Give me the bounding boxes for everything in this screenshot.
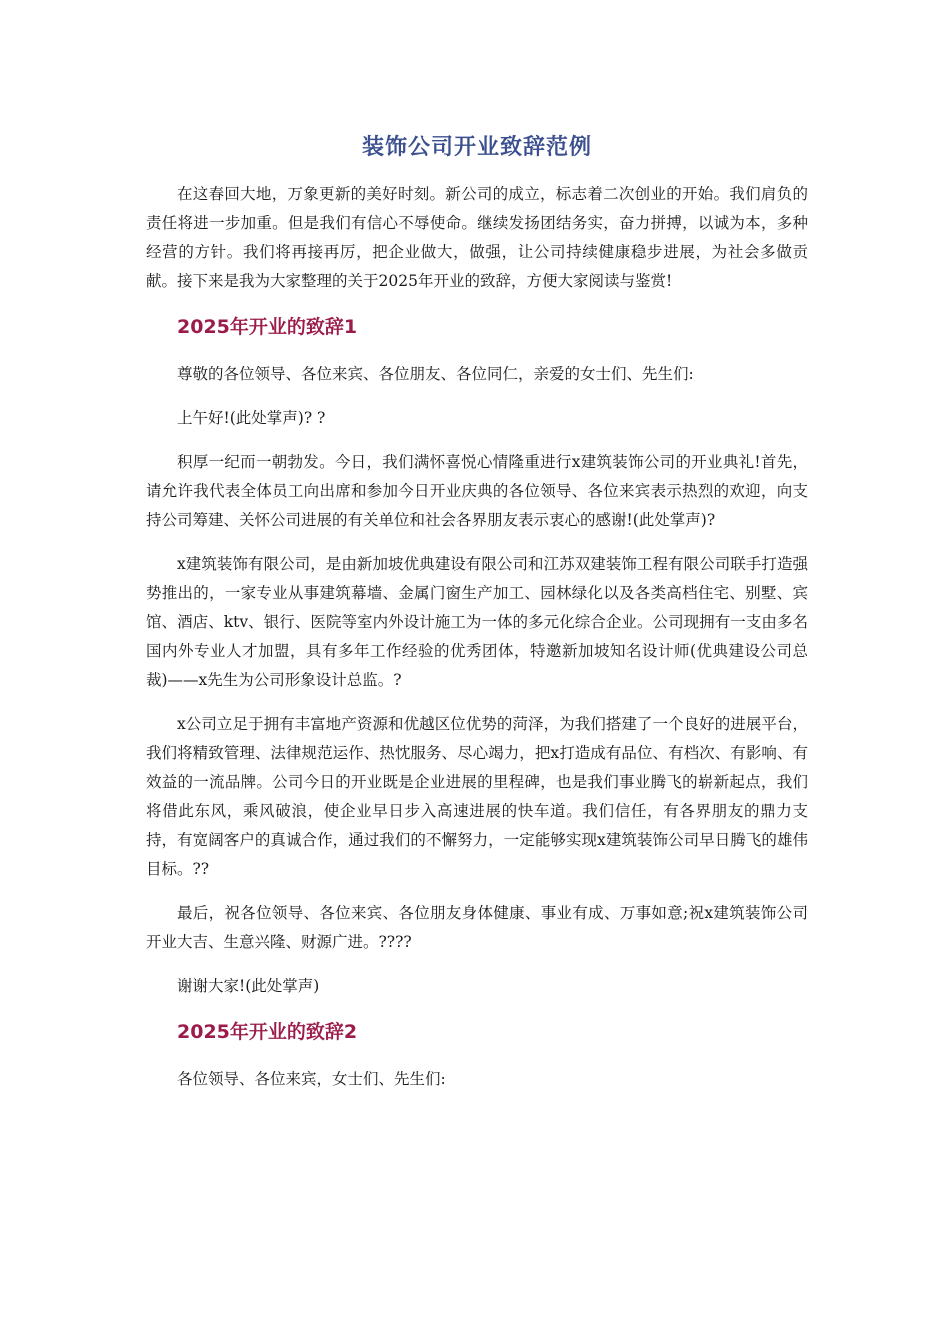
section-1-paragraph: 谢谢大家!(此处掌声) bbox=[177, 977, 320, 995]
section-1-paragraph: 积厚一纪而一朝勃发。今日，我们满怀喜悦心情隆重进行x建筑装饰公司的开业典礼!首先，请允许我代表全体员工向出席和参加今日开业庆典的各位领导、各位来宾表示热烈的欢迎，向支持公司筹建、关怀公司进展的有关单位和社会各界朋友表示衷心的感谢!(此处掌声)? bbox=[146, 453, 808, 529]
section-2-heading: 2025年开业的致辞2 bbox=[177, 1021, 358, 1043]
intro-paragraph: 在这春回大地，万象更新的美好时刻。新公司的成立，标志着二次创业的开始。我们肩负的责任将进一步加重。但是我们有信心不辱使命。继续发扬团结务实，奋力拼搏，以诚为本，多种经营的方针。我们将再接再厉，把企业做大，做强，让公司持续健康稳步进展，为社会多做贡献。接下来是我为大家整理的关于2025年开业的致辞，方便大家阅读与鉴赏! bbox=[146, 185, 808, 290]
section-1 bbox=[146, 311, 808, 1001]
section-1-paragraph: 最后，祝各位领导、各位来宾、各位朋友身体健康、事业有成、万事如意;祝x建筑装饰公司开业大吉、生意兴隆、财源广进。???? bbox=[146, 904, 808, 951]
document-title: 装饰公司开业致辞范例 bbox=[361, 135, 592, 160]
section-1-heading: 2025年开业的致辞1 bbox=[177, 316, 358, 338]
section-1-paragraph: 上午好!(此处掌声)? ? bbox=[177, 409, 326, 427]
section-1-paragraph: x公司立足于拥有丰富地产资源和优越区位优势的菏泽，为我们搭建了一个良好的进展平台，我们将精致管理、法律规范运作、热忱服务、尽心竭力，把x打造成有品位、有档次、有影响、有效益的一流品牌。公司今日的开业既是企业进展的里程碑，也是我们事业腾飞的崭新起点，我们将借此东风，乘风破浪，使企业早日步入高速进展的快车道。我们信任，有各界朋友的鼎力支持，有宽阔客户的真诚合作，通过我们的不懈努力，一定能够实现x建筑装饰公司早日腾飞的雄伟目标。?? bbox=[146, 715, 808, 878]
document-page bbox=[146, 130, 808, 1109]
section-2 bbox=[146, 1016, 808, 1094]
section-1-paragraph: 尊敬的各位领导、各位来宾、各位朋友、各位同仁，亲爱的女士们、先生们: bbox=[177, 365, 694, 383]
section-2-paragraph: 各位领导、各位来宾，女士们、先生们: bbox=[177, 1070, 446, 1088]
section-1-paragraph: x建筑装饰有限公司，是由新加坡优典建设有限公司和江苏双建装饰工程有限公司联手打造强势推出的，一家专业从事建筑幕墙、金属门窗生产加工、园林绿化以及各类高档住宅、别墅、宾馆、酒店、ktv、银行、医院等室内外设计施工为一体的多元化综合企业。公司现拥有一支由多名国内外专业人才加盟，具有多年工作经验的优秀团体，特邀新加坡知名设计师(优典建设公司总裁)——x先生为公司形象设计总监。? bbox=[146, 555, 808, 689]
